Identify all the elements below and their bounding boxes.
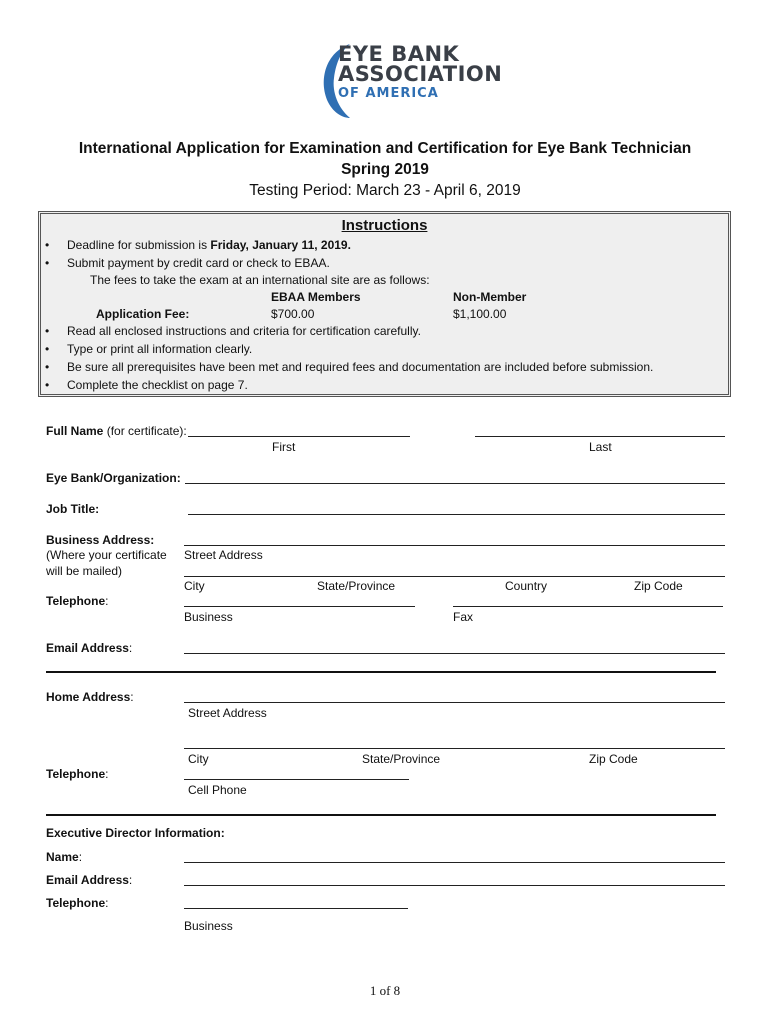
instruction-item: Be sure all prerequisites have been met and required fees and documentation are included before submission. <box>67 360 654 374</box>
telephone-label: Telephone: <box>46 767 109 781</box>
document-title: International Application for Examination and Certification for Eye Bank Technician <box>78 140 692 157</box>
business-caption: Business <box>184 919 233 933</box>
organization-field[interactable] <box>185 483 725 484</box>
instruction-item: Read all enclosed instructions and criteria for certification carefully. <box>67 324 421 338</box>
instructions-heading: Instructions <box>341 217 428 234</box>
first-name-caption: First <box>272 440 296 454</box>
city-caption: City <box>188 752 209 766</box>
first-name-field[interactable] <box>188 436 410 437</box>
zip-caption: Zip Code <box>634 579 683 593</box>
logo-wordmark: EYE BANK ASSOCIATION OF AMERICA <box>338 42 503 101</box>
exec-name-label: Name: <box>46 850 83 864</box>
fees-intro: The fees to take the exam at an international site are as follows: <box>90 273 430 287</box>
bullet-icon: • <box>45 342 50 356</box>
section-divider <box>46 671 716 673</box>
business-city-state-country-zip-field[interactable] <box>184 576 725 577</box>
business-address-note: (Where your certificate <box>46 548 167 562</box>
deadline-date: Friday, January 11, 2019. <box>210 238 351 252</box>
bullet-icon: • <box>45 238 50 252</box>
country-caption: Country <box>505 579 548 593</box>
home-street-field[interactable] <box>184 702 725 703</box>
street-address-caption: Street Address <box>188 706 267 720</box>
exec-phone-field[interactable] <box>184 908 408 909</box>
last-name-caption: Last <box>589 440 612 454</box>
state-caption: State/Province <box>317 579 396 593</box>
business-address-label: Business Address: <box>46 533 155 547</box>
bullet-icon: • <box>45 256 50 270</box>
fee-column-members: EBAA Members <box>271 290 361 304</box>
exec-email-field[interactable] <box>184 885 725 886</box>
email-label: Email Address: <box>46 641 133 655</box>
business-address-note: will be mailed) <box>46 564 123 578</box>
nonmember-fee-value: $1,100.00 <box>453 307 507 321</box>
bullet-icon: • <box>45 360 50 374</box>
email-field[interactable] <box>184 653 725 654</box>
instruction-item: Complete the checklist on page 7. <box>67 378 248 392</box>
bullet-icon: • <box>45 324 50 338</box>
business-caption: Business <box>184 610 233 624</box>
street-address-caption: Street Address <box>184 548 263 562</box>
business-street-field[interactable] <box>184 545 725 546</box>
fax-caption: Fax <box>453 610 474 624</box>
exec-email-label: Email Address: <box>46 873 133 887</box>
full-name-label: Full Name (for certificate): <box>46 424 187 438</box>
last-name-field[interactable] <box>475 436 725 437</box>
home-address-label: Home Address: <box>46 690 134 704</box>
testing-period: Testing Period: March 23 - April 6, 2019 <box>249 182 521 199</box>
job-title-field[interactable] <box>188 514 725 515</box>
organization-label: Eye Bank/Organization: <box>46 471 181 485</box>
job-title-label: Job Title: <box>46 502 100 516</box>
business-phone-field[interactable] <box>184 606 415 607</box>
payment-text: Submit payment by credit card or check to EBAA. <box>67 256 330 270</box>
state-caption: State/Province <box>362 752 441 766</box>
home-city-state-zip-field[interactable] <box>184 748 725 749</box>
zip-caption: Zip Code <box>589 752 638 766</box>
bullet-icon: • <box>45 378 50 392</box>
section-divider <box>46 814 716 816</box>
members-fee-value: $700.00 <box>271 307 315 321</box>
deadline-text: Deadline for submission is Friday, January 11, 2019. <box>67 238 351 252</box>
page-number: 1 of 8 <box>369 983 401 998</box>
exec-name-field[interactable] <box>184 862 725 863</box>
application-fee-label: Application Fee: <box>96 307 190 321</box>
telephone-label: Telephone: <box>46 594 109 608</box>
fee-column-nonmember: Non-Member <box>453 290 527 304</box>
cell-phone-field[interactable] <box>184 779 409 780</box>
exec-telephone-label: Telephone: <box>46 896 109 910</box>
document-term: Spring 2019 <box>341 161 429 178</box>
fax-field[interactable] <box>453 606 723 607</box>
executive-director-heading: Executive Director Information: <box>46 826 225 840</box>
instruction-item: Type or print all information clearly. <box>67 342 253 356</box>
cell-phone-caption: Cell Phone <box>188 783 247 797</box>
city-caption: City <box>184 579 205 593</box>
